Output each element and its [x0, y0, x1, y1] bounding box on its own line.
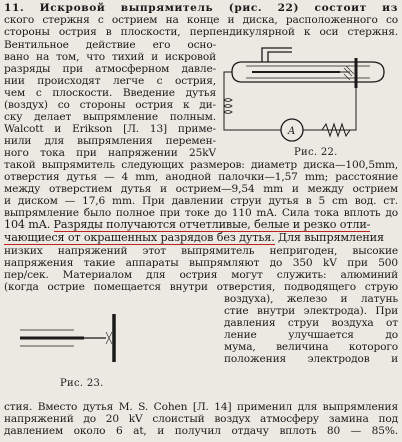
text-line: отверстия дутья — 4 mm, анодной палочки—1,57 mm; расстояние	[4, 171, 398, 183]
text-line: чем с плоскости. Введение дутья	[4, 87, 216, 99]
figure-23-drawing	[14, 300, 174, 370]
ammeter-label: A	[288, 126, 296, 137]
text-line: 104 mA. Разряды получаются отчетливые, белые и резко отли-	[4, 218, 371, 231]
text-line: разряды при атмосферном давле-	[4, 63, 216, 75]
figure-23-caption: Рис. 23.	[60, 378, 104, 389]
text-line: между отверстием дутья и острием—9,54 mm и между острием	[4, 183, 398, 195]
text-line: нии происходят легче с острия,	[4, 75, 216, 87]
text-line: давлением около 6 at, и получил отдачу вплоть 80 — 85%.	[4, 425, 398, 437]
text-line: Walcott и Erikson [Л. 13] приме-	[4, 123, 216, 135]
text-line: (воздух) со стороны острия к ди-	[4, 99, 216, 111]
text-line: ского стержня с острием на конце и диска, расположенного со	[4, 14, 398, 26]
text-line: и диском — 17,6 mm. При давлении струи дутья в 5 cm вод. ст.	[4, 195, 398, 207]
text-line: ску делает выпрямление полным.	[4, 111, 216, 123]
text-line: пер/сек. Материалом для острия могут служить: алюминий	[4, 269, 398, 281]
text-line: (когда острие помещается внутри отверстия, подводящего струю	[4, 281, 398, 293]
text-line: напряжений до 20 kV слоистый воздух атмосферу замина под	[4, 413, 398, 425]
text-line: 11. Искровой выпрямитель (рис. 22) состоит из	[4, 2, 398, 14]
text-line: чающиеся от окрашенных разрядов без дутья. Для выпрямления	[4, 231, 384, 244]
text-line: нили для выпрямления перемен-	[4, 135, 216, 147]
text-line: такой выпрямитель следующих размеров: диаметр диска—100,5mm,	[4, 159, 398, 171]
text-line: ление улучшается до	[224, 329, 398, 341]
text-line: выпрямление было полное при токе до 110 mA. Сила тока вплоть до	[4, 207, 398, 219]
text-line: воздуха), железо и латунь	[224, 293, 398, 305]
text-line: ного тока при напряжении 25kV	[4, 147, 216, 159]
figure-22-drawing	[222, 40, 398, 150]
highlighted-phrase: Разряды получаются отчетливые, белые и резко отли-	[53, 218, 371, 231]
text-line: вано на том, что тихий и искровой	[4, 51, 216, 63]
text-line: давления струи воздуха от	[224, 317, 398, 329]
text-line: положения электродов и	[224, 353, 398, 365]
text-line: Вентильное действие его осно-	[4, 39, 216, 51]
text-line: мума, величина которого	[224, 341, 398, 353]
text-line: напряжения такие аппараты выпрямляют до 350 kV при 500	[4, 257, 398, 269]
figure-22-caption: Рис. 22.	[294, 147, 338, 158]
text-line: стие внутри электрода). При	[224, 305, 398, 317]
text-line: стия. Вместо дутья M. S. Cohen [Л. 14] применил для выпрямления	[4, 401, 398, 413]
text-line: стороны острия в плоскости, перпендикулярной к оси стержня.	[4, 26, 398, 38]
highlighted-phrase: чающиеся от окрашенных разрядов без дутья.	[4, 231, 275, 244]
text-line: низких напряжений этот выпрямитель непригоден, высокие	[4, 245, 398, 257]
